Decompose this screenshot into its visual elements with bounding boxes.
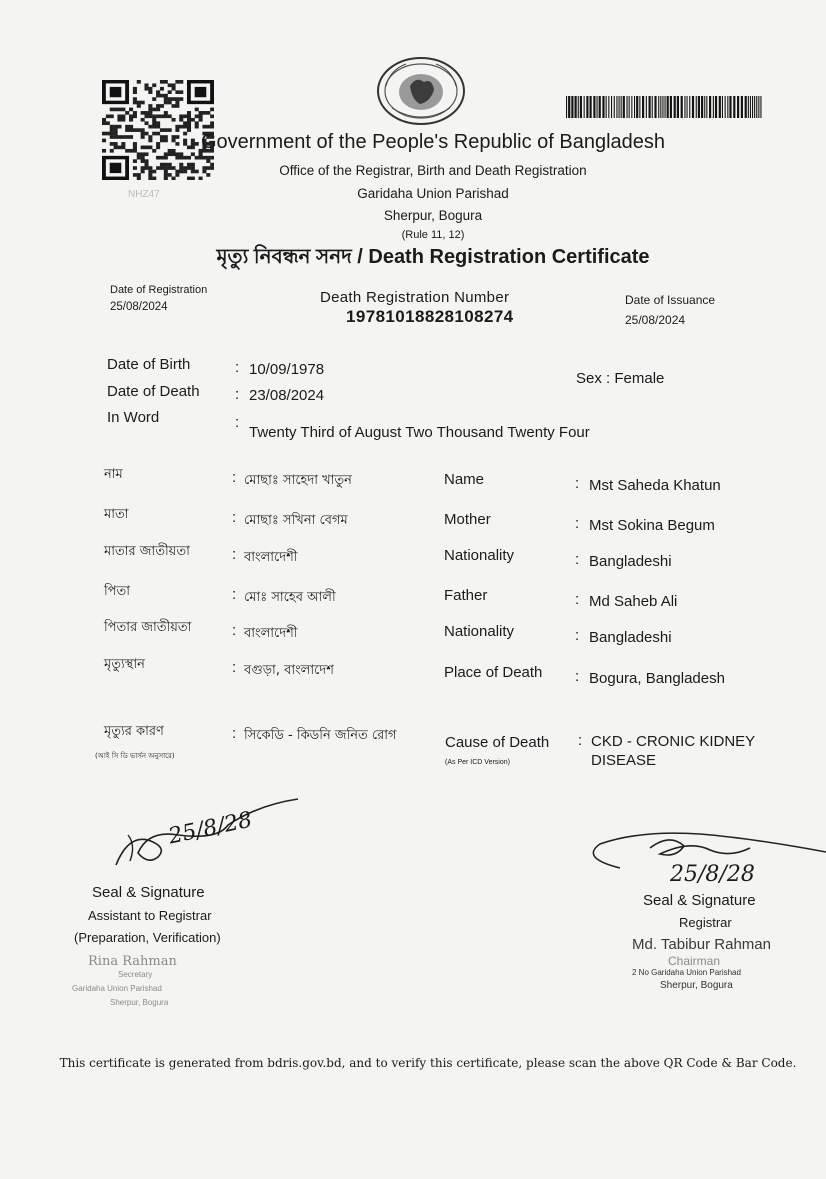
detail-bn-value: বগুড়া, বাংলাদেশ [244, 663, 334, 678]
detail-bn-value: মোছাঃ সাহেদা খাতুন [244, 473, 352, 488]
cause-en-sub: (As Per ICD Version) [445, 759, 510, 766]
dob-colon: : [235, 359, 240, 376]
office-location: Sherpur, Bogura [383, 208, 483, 223]
detail-bn-value: মোছাঃ সখিনা বেগম [244, 513, 348, 528]
detail-en-colon: : [575, 591, 580, 608]
detail-bn-label: নাম [104, 467, 123, 482]
detail-bn-colon: : [232, 469, 237, 486]
inword-colon: : [235, 414, 240, 431]
rule-reference: (Rule 11, 12) [401, 229, 465, 241]
detail-en-colon: : [575, 668, 580, 685]
detail-en-label: Nationality [444, 623, 515, 640]
right-handwritten-date: 25/8/28 [670, 862, 755, 887]
detail-en-colon: : [575, 627, 580, 644]
detail-bn-label: পিতা [104, 584, 131, 599]
detail-bn-colon: : [232, 546, 237, 563]
barcode[interactable] [566, 96, 764, 118]
cause-bn-colon: : [232, 725, 237, 742]
cause-en-value-2: DISEASE [591, 752, 657, 769]
inword-label: In Word [107, 409, 160, 426]
detail-en-label: Father [444, 587, 488, 604]
right-stamp-line-1: Chairman [668, 954, 721, 968]
sex-value: Sex : Female [576, 370, 665, 387]
detail-en-value: Md Saheb Ali [589, 593, 678, 610]
detail-en-colon: : [575, 551, 580, 568]
dob-value: 10/09/1978 [249, 361, 325, 378]
left-stamp-line-4: Sherpur, Bogura [110, 998, 169, 1007]
detail-en-value: Bangladeshi [589, 553, 672, 570]
detail-bn-colon: : [232, 659, 237, 676]
cause-bn-sub: (আই সি ডি ভার্সন অনুসারে) [95, 752, 175, 760]
right-stamp-line-3: Sherpur, Bogura [660, 980, 733, 991]
government-emblem-icon [376, 56, 466, 126]
detail-bn-value: বাংলাদেশী [244, 550, 298, 565]
left-handwritten-date: 25/8/28 [166, 807, 255, 850]
cause-bn-label: মৃত্যুর কারণ [104, 724, 164, 739]
cause-en-value-1: CKD - CRONIC KIDNEY [591, 733, 756, 750]
right-registrar-name: Md. Tabibur Rahman [632, 936, 771, 953]
detail-en-value: Bangladeshi [589, 629, 672, 646]
detail-en-label: Name [444, 471, 485, 488]
dod-label: Date of Death [107, 383, 200, 400]
registration-number-value: 19781018828108274 [346, 307, 514, 326]
dod-colon: : [235, 386, 240, 403]
left-stamp-line-2: Secretary [118, 970, 153, 979]
cause-bn-value: সিকেডি - কিডনি জনিত রোগ [244, 728, 397, 743]
detail-bn-colon: : [232, 509, 237, 526]
certificate-title: মৃত্যু নিবন্ধন সনদ / Death Registration Certificate [216, 246, 650, 268]
cause-en-colon: : [578, 732, 583, 749]
left-stamp-line-1: Rina Rahman [88, 954, 177, 969]
union-name: Garidaha Union Parishad [357, 186, 509, 201]
office-name: Office of the Registrar, Birth and Death Registration [279, 163, 587, 178]
detail-en-value: Mst Sokina Begum [589, 517, 715, 534]
left-stamp-line-3: Garidaha Union Parishad [72, 984, 162, 993]
date-of-issuance-label: Date of Issuance [625, 293, 716, 307]
detail-en-value: Bogura, Bangladesh [589, 670, 725, 687]
qr-caption: NHZ47 [128, 189, 160, 200]
cause-en-label: Cause of Death [445, 734, 550, 751]
dob-label: Date of Birth [107, 356, 191, 373]
registration-number-label: Death Registration Number [320, 289, 510, 306]
date-of-issuance-value: 25/08/2024 [625, 313, 686, 327]
left-seal-signature-title: Seal & Signature [92, 884, 205, 901]
detail-en-colon: : [575, 515, 580, 532]
right-stamp-line-2: 2 No Garidaha Union Parishad [632, 968, 741, 977]
detail-bn-colon: : [232, 622, 237, 639]
detail-en-colon: : [575, 475, 580, 492]
left-role: Assistant to Registrar [88, 908, 212, 923]
detail-bn-colon: : [232, 586, 237, 603]
detail-en-value: Mst Saheda Khatun [589, 477, 721, 494]
date-of-registration-value: 25/08/2024 [110, 301, 168, 313]
detail-en-label: Mother [444, 511, 491, 528]
right-role: Registrar [679, 915, 732, 930]
dod-value: 23/08/2024 [249, 387, 325, 404]
government-title: Government of the People's Republic of Bangladesh [200, 131, 666, 153]
detail-bn-label: পিতার জাতীয়তা [104, 620, 192, 635]
detail-bn-label: মৃত্যুস্থান [104, 657, 145, 672]
left-role-sub: (Preparation, Verification) [74, 930, 221, 945]
detail-bn-value: বাংলাদেশী [244, 626, 298, 641]
detail-bn-label: মাতা [104, 507, 129, 522]
right-seal-signature-title: Seal & Signature [643, 892, 756, 909]
detail-bn-label: মাতার জাতীয়তা [104, 544, 190, 559]
date-of-registration-label: Date of Registration [110, 284, 208, 296]
inword-value: Twenty Third of August Two Thousand Twenty Four [249, 424, 590, 441]
footer-note: This certificate is generated from bdris.gov.bd, and to verify this certificate, please scan the above QR Code & Bar Code. [59, 1056, 797, 1070]
detail-en-label: Nationality [444, 547, 515, 564]
detail-en-label: Place of Death [444, 664, 543, 681]
detail-bn-value: মোঃ সাহেব আলী [244, 590, 336, 605]
